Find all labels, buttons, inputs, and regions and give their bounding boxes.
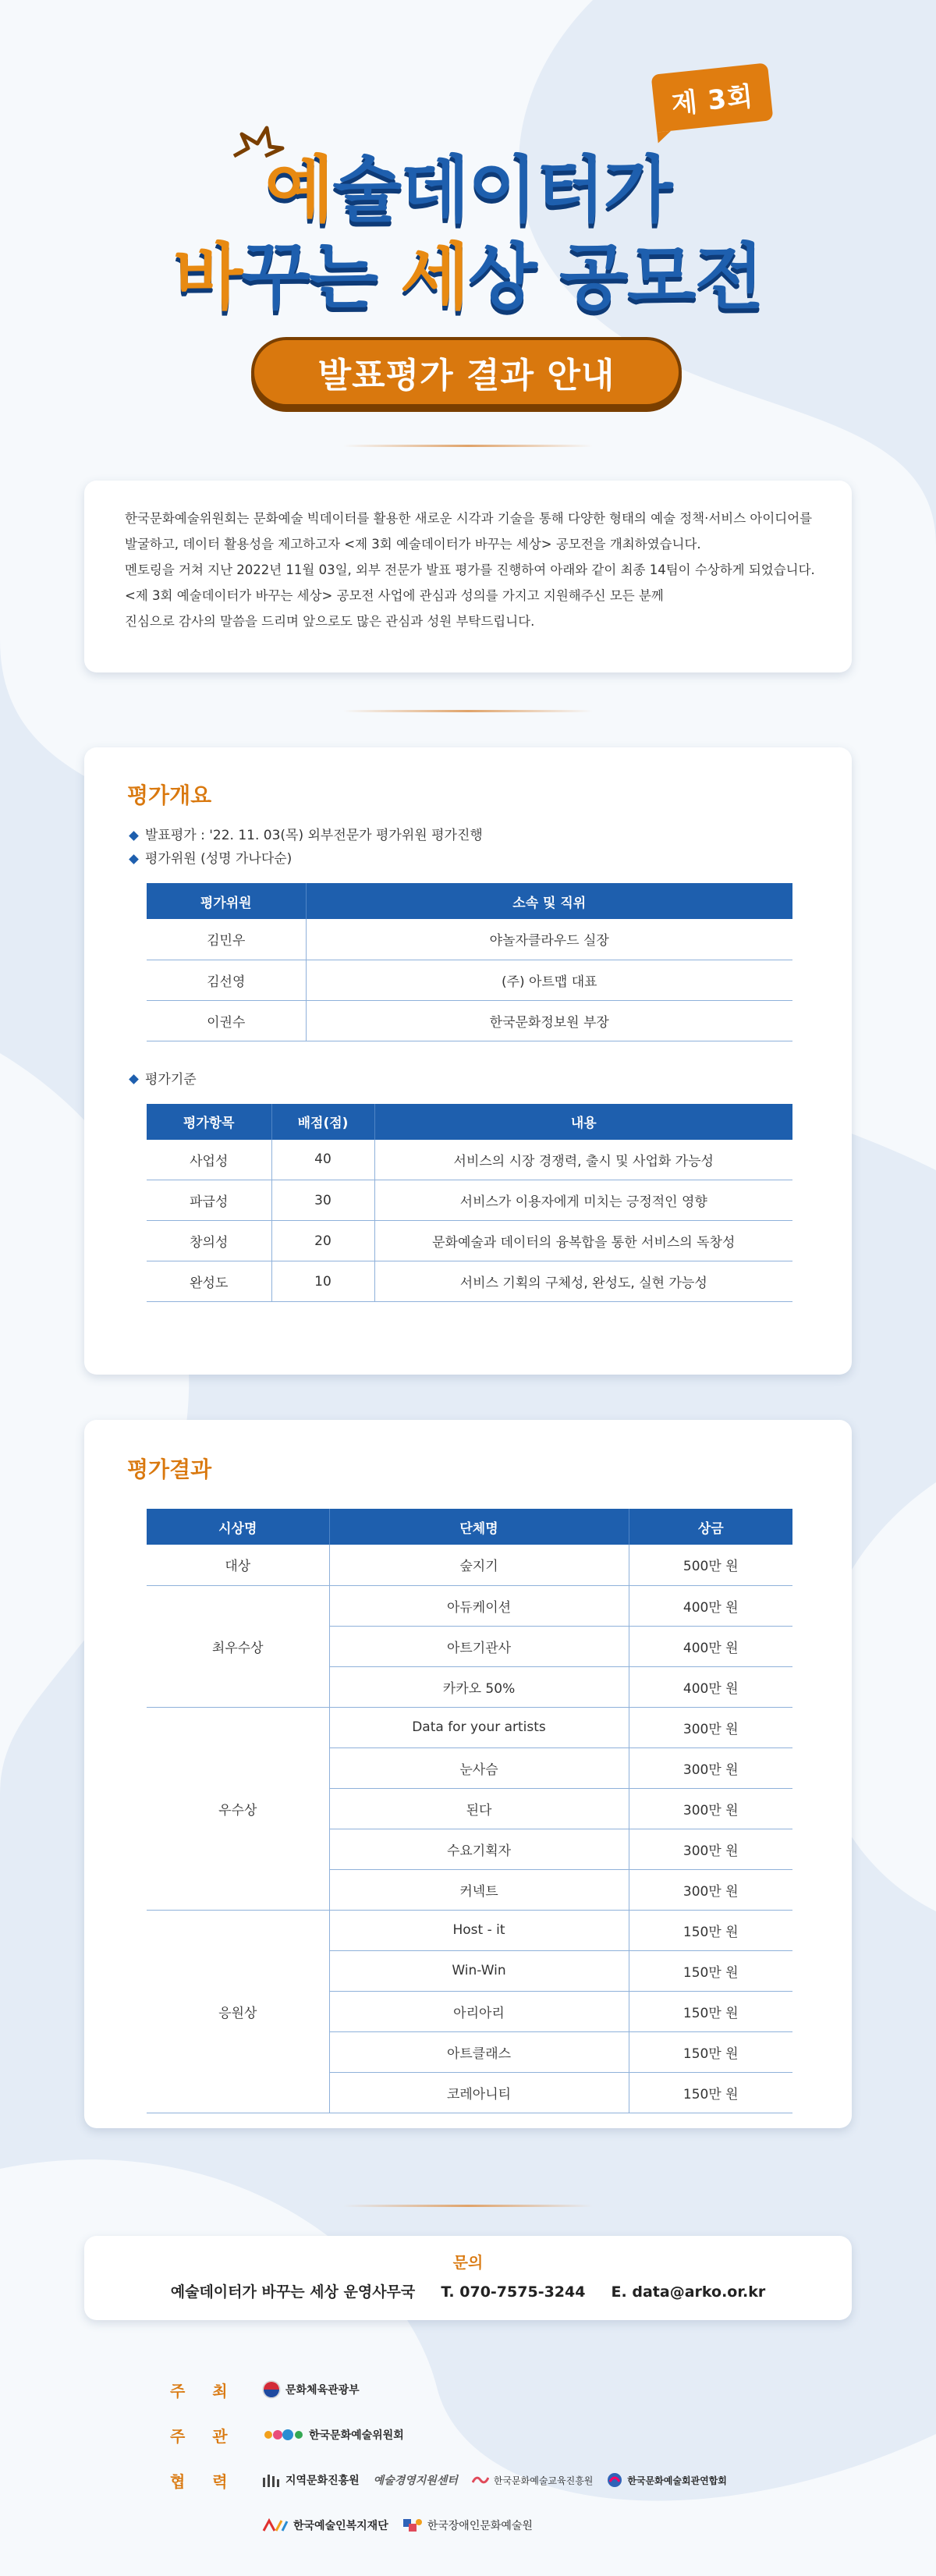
partner-logo-icon <box>472 2473 489 2487</box>
title-text-2b: 상 공모전 <box>468 236 763 319</box>
org-name: 한국문화예술교육진흥원 <box>493 2475 594 2486</box>
table-header: 단체명 <box>329 1509 629 1545</box>
team-name: Data for your artists <box>329 1707 629 1747</box>
bullet-text: 평가기준 <box>145 1071 197 1088</box>
title-highlight-1: 예 <box>264 148 333 232</box>
prize: 300만 원 <box>629 1747 792 1788</box>
award-name: 대상 <box>147 1545 329 1585</box>
intro-line: 발굴하고, 데이터 활용성을 제고하고자 <제 3회 예술데이터가 바꾸는 세상> 공모전을 개최하였습니다. <box>125 537 701 552</box>
credit-label: 주 최 <box>170 2381 239 2400</box>
partner-logo-icon <box>607 2472 622 2488</box>
results-title: 평가결과 <box>127 1457 212 1482</box>
table-row <box>147 1545 792 1585</box>
judge-affiliation: 한국문화정보원 부장 <box>306 1000 792 1041</box>
header <box>0 0 936 468</box>
org-partner <box>607 2472 727 2488</box>
table-row <box>147 1180 792 1221</box>
org-partner <box>262 2517 388 2533</box>
intro-line: <제 3회 예술데이터가 바꾸는 세상> 공모전 사업에 관심과 성의를 가지고 지원해주신 모든 분께 <box>125 588 664 603</box>
prize: 400만 원 <box>629 1626 792 1666</box>
subtitle-pill: 발표평가 결과 안내 <box>251 337 682 407</box>
org-name: 한국문화예술위원회 <box>309 2429 404 2442</box>
award-name: 응원상 <box>147 1910 329 2113</box>
criteria-score: 40 <box>271 1140 374 1180</box>
table-row <box>147 1140 792 1180</box>
title-text-1: 술데이터가 <box>332 148 672 232</box>
org-name: 한국장애인문화예술원 <box>427 2520 533 2532</box>
criteria-score: 30 <box>271 1180 374 1221</box>
org-name: 지역문화진흥원 <box>285 2475 360 2487</box>
table-row <box>147 1000 792 1041</box>
credit-row-partners <box>170 2457 794 2503</box>
table-row <box>147 1221 792 1261</box>
team-name: 아트클래스 <box>329 2031 629 2072</box>
criteria-desc: 서비스의 시장 경쟁력, 출시 및 사업화 가능성 <box>374 1140 792 1180</box>
credit-label: 주 관 <box>170 2426 239 2446</box>
team-name: 카카오 50% <box>329 1666 629 1707</box>
diamond-icon <box>129 831 139 841</box>
org-partner <box>262 2472 360 2488</box>
table-header-row <box>147 1509 792 1545</box>
intro-line: 멘토링을 거쳐 지난 2022년 11월 03일, 외부 전문가 발표 평가를 진행하여 아래와 같이 최종 14팀이 수상하게 되었습니다. <box>125 562 815 577</box>
divider <box>343 710 593 712</box>
contact-office: 예술데이터가 바꾸는 세상 운영사무국 <box>170 2283 416 2301</box>
divider <box>343 2205 593 2207</box>
table-header: 평가항목 <box>147 1104 271 1140</box>
criteria-desc: 서비스 기획의 구체성, 완성도, 실현 가능성 <box>374 1261 792 1302</box>
prize: 300만 원 <box>629 1707 792 1747</box>
table-header: 내용 <box>374 1104 792 1140</box>
criteria-item: 사업성 <box>147 1140 271 1180</box>
contact-tel[interactable]: 070-7575-3244 <box>459 2283 586 2301</box>
table-header-row <box>147 883 792 919</box>
tel-label: T. <box>441 2283 455 2301</box>
table-header: 시상명 <box>147 1509 329 1545</box>
judge-name: 이권수 <box>147 1000 306 1041</box>
credits <box>170 2367 794 2548</box>
prize: 400만 원 <box>629 1585 792 1626</box>
team-name: Win-Win <box>329 1950 629 1991</box>
prize: 500만 원 <box>629 1545 792 1585</box>
prize: 300만 원 <box>629 1869 792 1910</box>
diamond-icon <box>129 1074 139 1084</box>
team-name: Host - it <box>329 1910 629 1950</box>
criteria-table <box>147 1104 792 1303</box>
team-name: 숲지기 <box>329 1545 629 1585</box>
diamond-icon <box>129 854 139 864</box>
org-partner <box>472 2473 594 2487</box>
org-organizer <box>262 2427 404 2443</box>
arko-logo-icon <box>262 2427 304 2443</box>
bullet-text: 발표평가 : '22. 11. 03(목) 외부전문가 평가위원 평가진행 <box>145 828 483 843</box>
bullet-text: 평가위원 (성명 가나다순) <box>145 851 292 867</box>
contact-email[interactable]: data@arko.or.kr <box>632 2283 766 2301</box>
org-name: 예술경영지원센터 <box>373 2475 458 2487</box>
bullet-item <box>127 1068 809 1091</box>
results-card <box>84 1420 852 2128</box>
credit-label: 협 력 <box>170 2471 239 2491</box>
credit-row-organizer <box>170 2412 794 2457</box>
table-row <box>147 919 792 960</box>
overview-card <box>84 747 852 1375</box>
prize: 150만 원 <box>629 2072 792 2113</box>
org-name: 한국문화예술회관연합회 <box>627 2475 727 2486</box>
team-name: 아트기관사 <box>329 1626 629 1666</box>
credit-row-partners-2 <box>170 2503 794 2548</box>
team-name: 수요기획자 <box>329 1829 629 1869</box>
prize: 150만 원 <box>629 1991 792 2031</box>
table-header: 배점(점) <box>271 1104 374 1140</box>
prize: 150만 원 <box>629 2031 792 2072</box>
intro-line: 한국문화예술위원회는 문화예술 빅데이터를 활용한 새로운 시각과 기술을 통해 다양한 형태의 예술 정책·서비스 아이디어를 <box>125 511 813 526</box>
table-row <box>147 1261 792 1302</box>
contact-card <box>84 2236 852 2320</box>
bullet-item <box>127 847 809 871</box>
prize: 150만 원 <box>629 1950 792 1991</box>
criteria-item: 완성도 <box>147 1261 271 1302</box>
bullet-item <box>127 824 809 847</box>
table-header-row <box>147 1104 792 1140</box>
email-label: E. <box>611 2283 627 2301</box>
title-highlight-3: 세 <box>400 236 468 319</box>
prize: 400만 원 <box>629 1666 792 1707</box>
table-header: 소속 및 직위 <box>306 883 792 919</box>
team-name: 코레아니티 <box>329 2072 629 2113</box>
award-name: 최우수상 <box>147 1585 329 1707</box>
divider <box>343 445 593 447</box>
table-row <box>147 1910 792 1950</box>
table-row <box>147 1707 792 1747</box>
team-name: 된다 <box>329 1788 629 1829</box>
team-name: 아리아리 <box>329 1991 629 2031</box>
org-host <box>262 2380 360 2399</box>
award-name: 우수상 <box>147 1707 329 1910</box>
criteria-item: 창의성 <box>147 1221 271 1261</box>
criteria-item: 파급성 <box>147 1180 271 1221</box>
contact-line <box>84 2280 852 2301</box>
judges-table <box>147 883 792 1041</box>
prize: 300만 원 <box>629 1829 792 1869</box>
team-name: 아듀케이션 <box>329 1585 629 1626</box>
team-name: 눈사슴 <box>329 1747 629 1788</box>
results-table <box>147 1509 792 2113</box>
table-header: 상금 <box>629 1509 792 1545</box>
contact-title: 문의 <box>452 2253 484 2272</box>
partner-logo-icon <box>262 2473 281 2487</box>
intro-line: 진심으로 감사의 말씀을 드리며 앞으로도 많은 관심과 성원 부탁드립니다. <box>125 614 535 629</box>
judge-affiliation: (주) 아트맵 대표 <box>306 960 792 1000</box>
credit-row-host <box>170 2367 794 2412</box>
table-header: 평가위원 <box>147 883 306 919</box>
criteria-desc: 문화예술과 데이터의 융복합을 통한 서비스의 독창성 <box>374 1221 792 1261</box>
prize: 150만 원 <box>629 1910 792 1950</box>
ministry-logo-icon <box>262 2380 281 2399</box>
title-highlight-2: 바 <box>173 236 242 319</box>
partner-logo-icon <box>262 2518 289 2532</box>
criteria-desc: 서비스가 이용자에게 미치는 긍정적인 영향 <box>374 1180 792 1221</box>
table-row <box>147 960 792 1000</box>
title-text-2a: 꾸는 <box>241 236 401 319</box>
partner-logo-icon <box>402 2517 423 2533</box>
overview-title: 평가개요 <box>127 782 212 808</box>
table-row <box>147 1585 792 1626</box>
edition-badge: 제 3회 <box>651 62 774 132</box>
org-partner <box>402 2517 533 2533</box>
criteria-score: 10 <box>271 1261 374 1302</box>
judge-affiliation: 야놀자클라우드 실장 <box>306 919 792 960</box>
team-name: 커넥트 <box>329 1869 629 1910</box>
criteria-score: 20 <box>271 1221 374 1261</box>
org-partner <box>374 2472 458 2488</box>
org-name: 문화체육관광부 <box>285 2384 360 2397</box>
judge-name: 김민우 <box>147 919 306 960</box>
intro-card <box>84 481 852 672</box>
org-name: 한국예술인복지재단 <box>293 2520 388 2532</box>
judge-name: 김선영 <box>147 960 306 1000</box>
title-line-2 <box>0 220 936 323</box>
prize: 300만 원 <box>629 1788 792 1829</box>
